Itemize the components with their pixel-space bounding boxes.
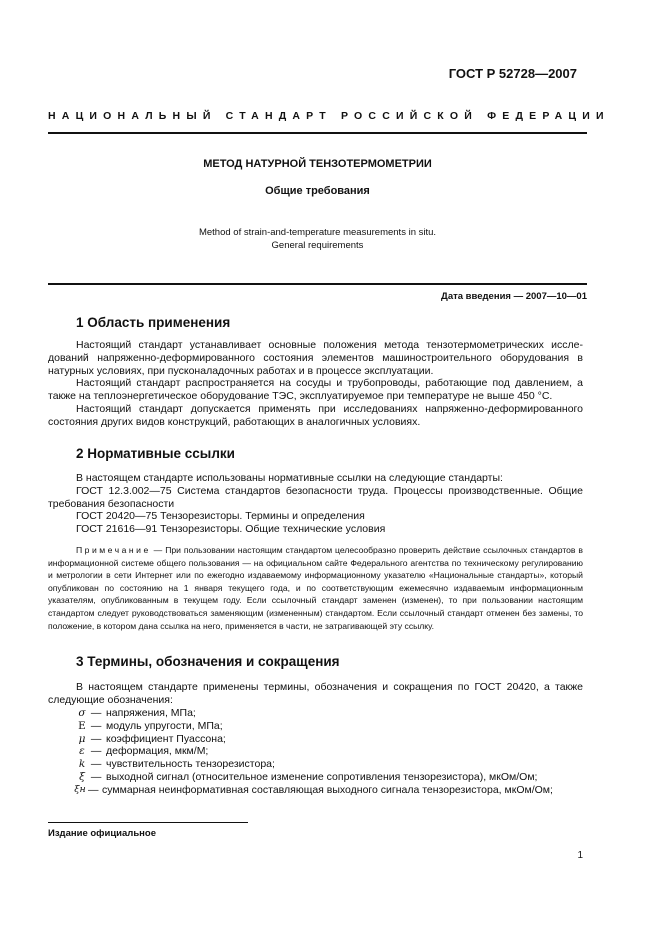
reference-item: ГОСТ 21616—91 Тензорезисторы. Общие технические условия [76, 523, 386, 536]
header-divider [48, 132, 587, 134]
note-label: Примечание [76, 545, 151, 555]
paragraph: Настоящий стандарт устанавливает основные положения метода тензотермометрических исследований напряженно-деформированного состояния элементов машиностроительного оборудования в натурных условиях, при пусконаладочных работах и в процессе эксплуатации. [48, 339, 583, 377]
reference-item: ГОСТ 20420—75 Тензорезисторы. Термины и определения [76, 510, 365, 523]
definition-text: коэффициент Пуассона; [106, 732, 226, 745]
symbol: ξн [74, 783, 86, 795]
english-title-line-2: General requirements [271, 240, 364, 251]
page-number: 1 [577, 850, 583, 861]
symbol-definition: σ — напряжения, МПа; [76, 707, 583, 720]
symbol: E [78, 719, 86, 732]
paragraph: В настоящем стандарте использованы нормативные ссылки на следующие стандарты: [76, 472, 503, 484]
definition-text: выходной сигнал (относительное изменение сопротивления тензорезистора), мкОм/Ом; [106, 770, 538, 783]
symbols-list [76, 707, 583, 797]
symbol-definition: k — чувствительность тензорезистора; [76, 758, 583, 771]
english-title [48, 226, 587, 252]
symbol-definition: ξн — суммарная неинформативная составляющая выходного сигнала тензорезистора, мкОм/Ом; [72, 784, 583, 797]
symbol: σ [78, 707, 86, 719]
symbol: k [78, 758, 86, 771]
definition-text: деформация, мкм/М; [106, 745, 209, 758]
paragraph: В настоящем стандарте применены термины, обозначения и сокращения по ГОСТ 20420, а также следующие обозначения: [48, 681, 583, 706]
definition-text: суммарная неинформативная составляющая выходного сигнала тензорезистора, мкОм/Ом; [102, 783, 553, 796]
reference-item: ГОСТ 12.3.002—75 Система стандартов безопасности труда. Процессы производственные. Общие требования безопасности [48, 484, 583, 510]
symbol: ξ [79, 770, 85, 783]
symbol: μ [78, 732, 86, 745]
definition-text: напряжения, МПа; [106, 707, 196, 719]
symbol-definition: E — модуль упругости, МПа; [76, 720, 583, 733]
effective-date: Дата введения — 2007—10—01 [441, 291, 587, 302]
edition-label: Издание официальное [48, 828, 156, 839]
definition-text: модуль упругости, МПа; [106, 719, 223, 732]
symbol-definition: ε — деформация, мкм/М; [76, 745, 583, 758]
paragraph: Настоящий стандарт допускается применять при исследованиях напряженно-деформированного состояния других видов конструкций, работающих в аналогичных условиях. [48, 402, 583, 428]
title-divider [48, 283, 587, 285]
symbol: ε [79, 745, 85, 758]
symbol-definition: ξ — выходной сигнал (относительное изменение сопротивления тензорезистора), мкОм/Ом; [76, 771, 583, 784]
section-2-body [48, 472, 583, 536]
section-1-heading: 1 Область применения [76, 315, 231, 330]
section-1-body [48, 339, 583, 429]
note-block [48, 544, 583, 632]
section-2-heading: 2 Нормативные ссылки [76, 446, 235, 461]
section-3-intro [48, 681, 583, 707]
standard-subtitle: Общие требования [265, 185, 370, 197]
national-standard-line: НАЦИОНАЛЬНЫЙ СТАНДАРТ РОССИЙСКОЙ ФЕДЕРАЦИИ [48, 110, 610, 122]
symbol-definition: μ — коэффициент Пуассона; [76, 733, 583, 746]
document-number: ГОСТ Р 52728—2007 [448, 66, 577, 81]
paragraph: Настоящий стандарт распространяется на сосуды и трубопроводы, работающие под давлением, а также на теплоэнергетическое оборудование ТЭС, эксплуатируемое при температуре не выше 450 °С. [48, 377, 583, 403]
english-title-line-1: Method of strain-and-temperature measurements in situ. [198, 227, 437, 238]
section-3-heading: 3 Термины, обозначения и сокращения [76, 654, 340, 669]
definition-text: чувствительность тензорезистора; [106, 758, 275, 771]
standard-title: МЕТОД НАТУРНОЙ ТЕНЗОТЕРМОМЕТРИИ [203, 158, 432, 170]
note-text: — При пользовании настоящим стандартом целесообразно проверить действие ссылочных стандартов в информационной системе общего пользования — на официальном сайте Федерального агентства по техническому регулированию и метрологии в сети Интернет или по ежегодно издаваемому информационному указателю «Национальные стандарты», который опубликован по состоянию на 1 января текущего года, и по соответствующим ежемесячно издаваемым информационным указателям, опубликованным в текущем году. Если ссылочный стандарт заменен (изменен), то при пользовании настоящим стандартом следует руководствоваться заменяющим (измененным) стандартом. Если ссылочный стандарт отменен без замены, то положение, в котором дана ссылка на него, применяется в части, не затрагивающей эту ссылку. [48, 545, 583, 631]
footer-divider [48, 822, 248, 823]
